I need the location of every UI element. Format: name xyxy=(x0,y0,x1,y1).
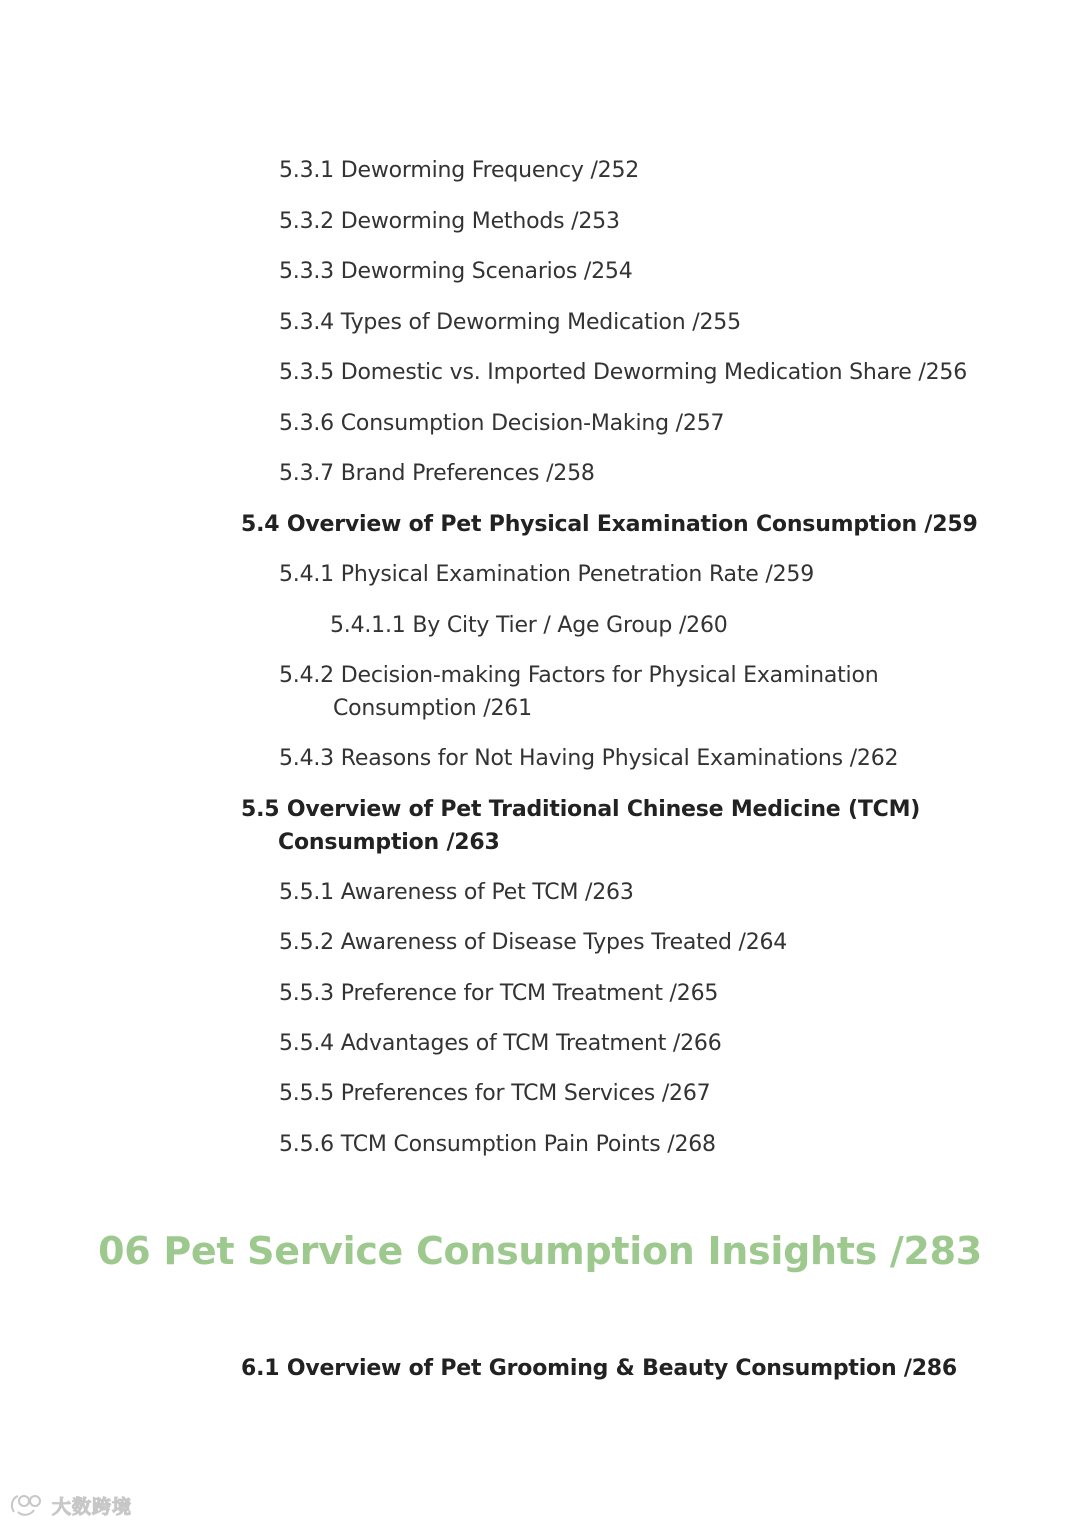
toc-entry-5-4-2-line2: Consumption /261 xyxy=(333,696,532,721)
watermark-text: 大数跨境 xyxy=(52,1495,133,1518)
chapter-heading-06: 06 Pet Service Consumption Insights /283 xyxy=(98,1229,982,1273)
toc-section-5-5-line2: Consumption /263 xyxy=(278,830,500,855)
toc-entry-5-4-3: 5.4.3 Reasons for Not Having Physical Examinations /262 xyxy=(279,746,899,771)
toc-entry-5-5-3: 5.5.3 Preference for TCM Treatment /265 xyxy=(279,981,719,1006)
toc-entry-5-3-6: 5.3.6 Consumption Decision-Making /257 xyxy=(279,411,725,436)
toc-section-6-1: 6.1 Overview of Pet Grooming & Beauty Consumption /286 xyxy=(241,1356,958,1381)
toc-entry-5-4-2-line1: 5.4.2 Decision-making Factors for Physical Examination xyxy=(279,663,879,688)
toc-entry-5-3-5: 5.3.5 Domestic vs. Imported Deworming Medication Share /256 xyxy=(279,360,968,385)
toc-section-5-5-line1: 5.5 Overview of Pet Traditional Chinese Medicine (TCM) xyxy=(241,797,921,822)
watermark-logo xyxy=(8,1490,132,1520)
toc-entry-5-4-1: 5.4.1 Physical Examination Penetration Rate /259 xyxy=(279,562,814,587)
toc-entry-5-5-1: 5.5.1 Awareness of Pet TCM /263 xyxy=(279,880,634,905)
toc-entry-5-5-2: 5.5.2 Awareness of Disease Types Treated /264 xyxy=(279,930,788,955)
watermark-icon xyxy=(8,1492,48,1518)
toc-entry-5-3-2: 5.3.2 Deworming Methods /253 xyxy=(279,209,620,234)
toc-entry-5-5-6: 5.5.6 TCM Consumption Pain Points /268 xyxy=(279,1132,716,1157)
toc-entry-5-4-2 xyxy=(279,659,878,725)
toc-entry-5-4-1-1: 5.4.1.1 By City Tier / Age Group /260 xyxy=(330,613,728,638)
toc-entry-5-3-1: 5.3.1 Deworming Frequency /252 xyxy=(279,158,640,183)
toc-entry-5-3-7: 5.3.7 Brand Preferences /258 xyxy=(279,461,595,486)
toc-entry-5-3-4: 5.3.4 Types of Deworming Medication /255 xyxy=(279,310,741,335)
toc-entry-5-3-3: 5.3.3 Deworming Scenarios /254 xyxy=(279,259,633,284)
toc-entry-5-5-5: 5.5.5 Preferences for TCM Services /267 xyxy=(279,1081,711,1106)
toc-section-5-5 xyxy=(241,793,920,859)
toc-entry-5-5-4: 5.5.4 Advantages of TCM Treatment /266 xyxy=(279,1031,722,1056)
toc-section-5-4: 5.4 Overview of Pet Physical Examination Consumption /259 xyxy=(241,512,978,537)
